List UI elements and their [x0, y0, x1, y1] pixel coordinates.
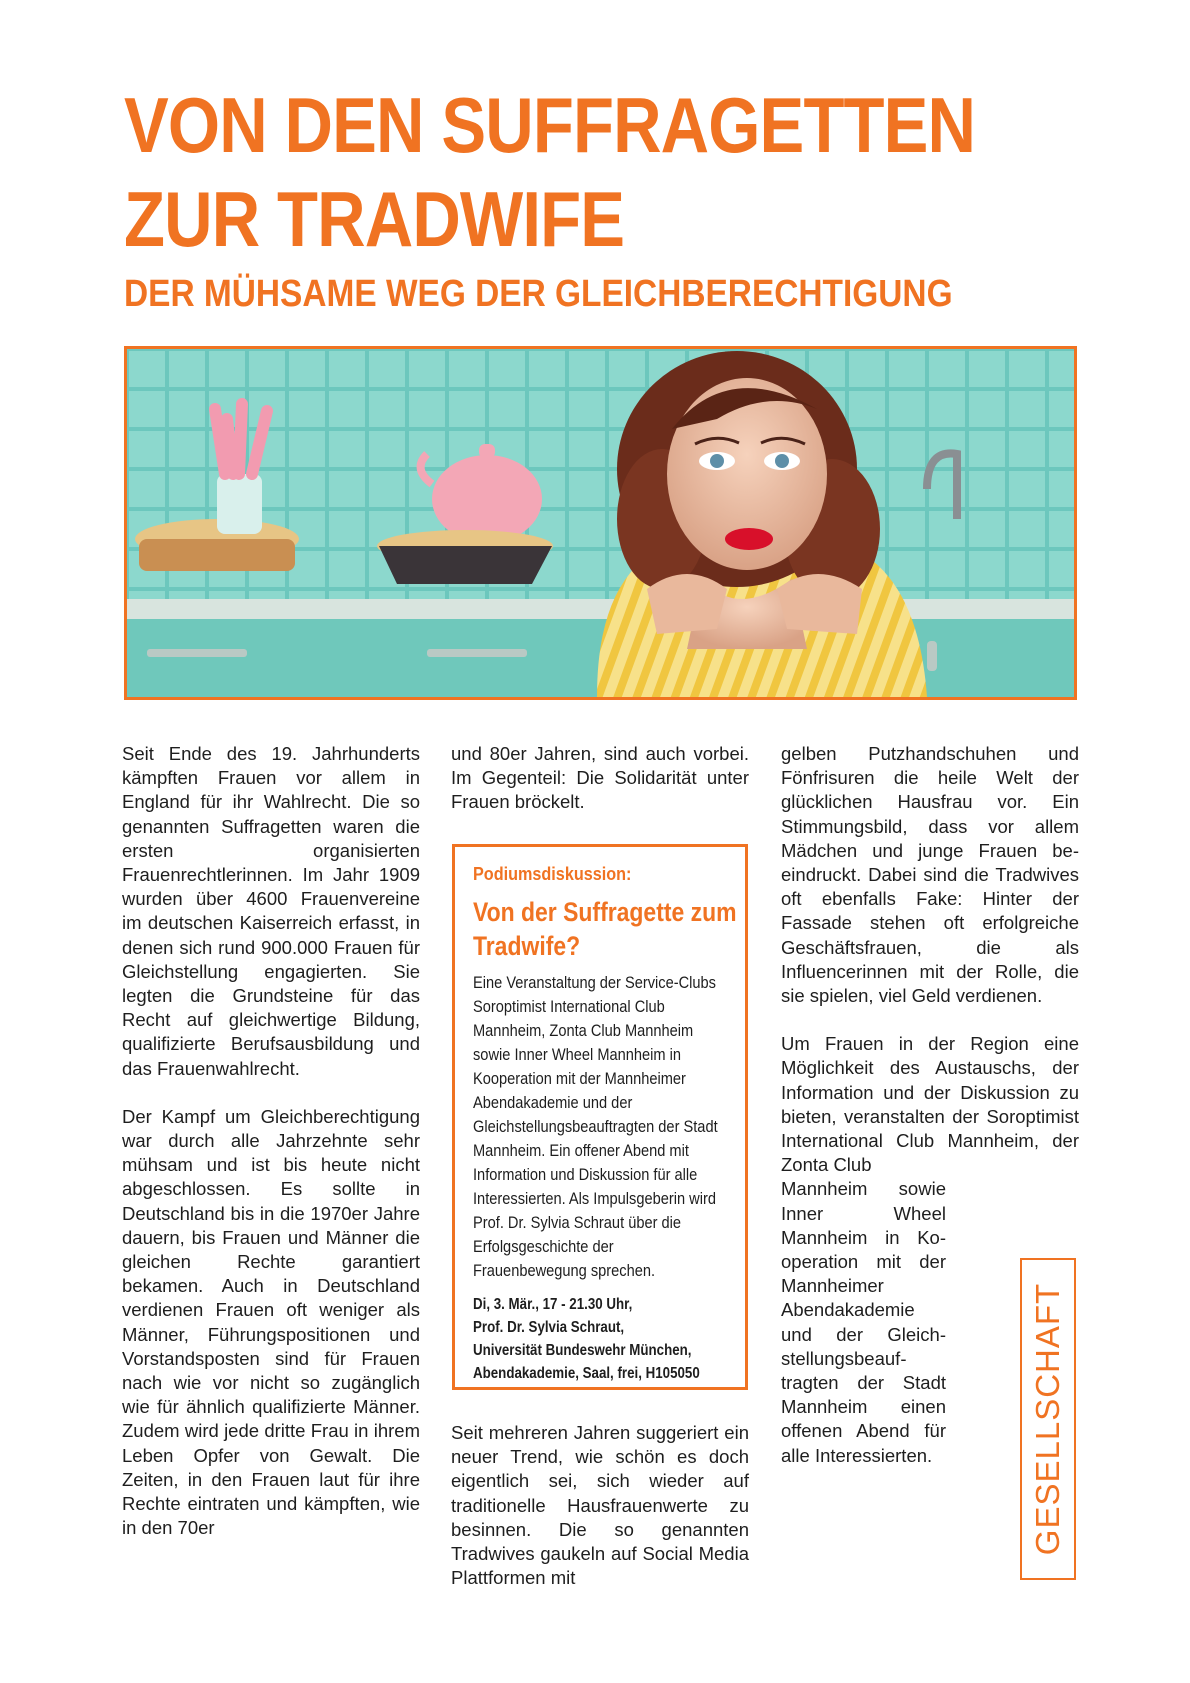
column-2-paragraph-1: und 80er Jahren, sind auch vorbei. Im Gegenteil: Die Solidarität unter Frauen bröckelt. [451, 743, 749, 813]
column-1-paragraph-1: Seit Ende des 19. Jahrhunderts kämpften Frauen vor allem in England für ihr Wahlrecht. Die so genannten Suffragetten waren die ersten organisierten Frauenrechtlerinnen. Im Jahr 1909 wurden über 4600 Frauenvereine im deutschen Kaiserreich erfasst, in denen sich rund 900.000 Frauen für Gleichstellung engagierten. Sie legten die Grundsteine für das Recht auf gleichwertige Bildung, qualifizierte Berufsausbildung und das Frauenwahlrecht. [122, 743, 420, 1079]
headline-line-2: ZUR TRADWIFE [124, 175, 625, 263]
infobox-title: Von der Suffragette zum Tradwife? [473, 897, 737, 961]
article-column-2-bottom [451, 1421, 749, 1614]
column-2-paragraph-2: Seit mehreren Jahren suggeriert ein neuer Trend, wie schön es doch eigentlich sei, sich wieder auf traditionelle Hausfrauenwerte zu besinnen. Die so genannten Tradwives gaukeln auf Social Media Plattformen mit [451, 1422, 749, 1589]
headline [124, 78, 984, 266]
column-3-paragraph-2: Um Frauen in der Region eine Möglichkeit des Austauschs, der Information und der Diskussion zu bieten, veranstalten der Soroptimist International Club Mannheim, der Zonta Club [781, 1033, 1079, 1176]
section-badge [1020, 1258, 1076, 1580]
hero-illustration [127, 349, 1074, 697]
section-label: GESELLSCHAFT [1029, 1282, 1066, 1556]
infobox-affiliation: Universität Bundeswehr München, [473, 1342, 692, 1359]
infobox-date: Di, 3. Mär., 17 - 21.30 Uhr, [473, 1296, 633, 1313]
infobox-details [473, 1293, 731, 1385]
column-3-paragraph-1: gelben Putzhandschuhen und Fönfrisuren die heile Welt der glücklichen Hausfrau vor. Ein Stimmungsbild, dass vor allem Mädchen und junge Frauen beeindruckt. Dabei sind die Tradwives oft ebenfalls Fake: Hinter der Fassade stehen oft erfolgreiche Geschäftsfrauen, die als Influencerinnen mit der Rolle, die sie spielen, viel Geld verdienen. [781, 743, 1079, 1007]
event-infobox [452, 844, 748, 1390]
infobox-venue: Abendakademie, Saal, frei, H105050 [473, 1365, 700, 1382]
infobox-speaker: Prof. Dr. Sylvia Schraut, [473, 1319, 625, 1336]
infobox-kicker: Podiumsdiskussion: [473, 864, 632, 884]
column-3-paragraph-2-continued: Mannheim sowie Inner Wheel Mannheim in Kooperation mit der Mannheimer Abendakademie und der Gleichstellungsbeauftragten der Stadt Mannheim einen offenen Abend für alle Interessierten. [781, 1178, 946, 1466]
column-1-paragraph-2: Der Kampf um Gleichberechtigung war durch alle Jahrzehnte sehr mühsam und ist bis heute nicht abgeschlossen. Es sollte in Deutschland bis in die 1970er Jahre dauern, bis Frauen und Männer die gleichen Rechte garantiert bekamen. Auch in Deutschland verdienen Frauen oft weniger als Männer, Führungspositionen und Vorstandsposten sind für Frauen nach wie vor nicht so zugänglich wie für ähnlich qualifizierte Männer. Zudem wird jede dritte Frau in ihrem Leben Opfer von Gewalt. Die Zeiten, in den Frauen laut für ihre Rechte eintraten und kämpften, wie in den 70er [122, 1105, 420, 1539]
headline-line-1: VON DEN SUFFRAGETTEN [124, 81, 976, 169]
subheadline: DER MÜHSAME WEG DER GLEICHBERECHTIGUNG [124, 273, 953, 315]
article-column-1 [122, 742, 420, 1565]
hero-image [124, 346, 1077, 700]
infobox-body: Eine Veranstaltung der Service-Clubs Soroptimist International Club Mannheim, Zonta Club Mannheim sowie Inner Wheel Mannheim in Kooperation mit der Mannheimer Abendakademie und der Gleichstellungsbeauftragten der Stadt Mannheim. Ein offener Abend mit Information und Diskussion für alle Interessierten. Als Impulsgeberin wird Prof. Dr. Sylvia Schraut über die Erfolgsgeschichte der Frauenbewegung sprechen. [473, 973, 718, 1280]
article-column-2-top [451, 742, 749, 839]
